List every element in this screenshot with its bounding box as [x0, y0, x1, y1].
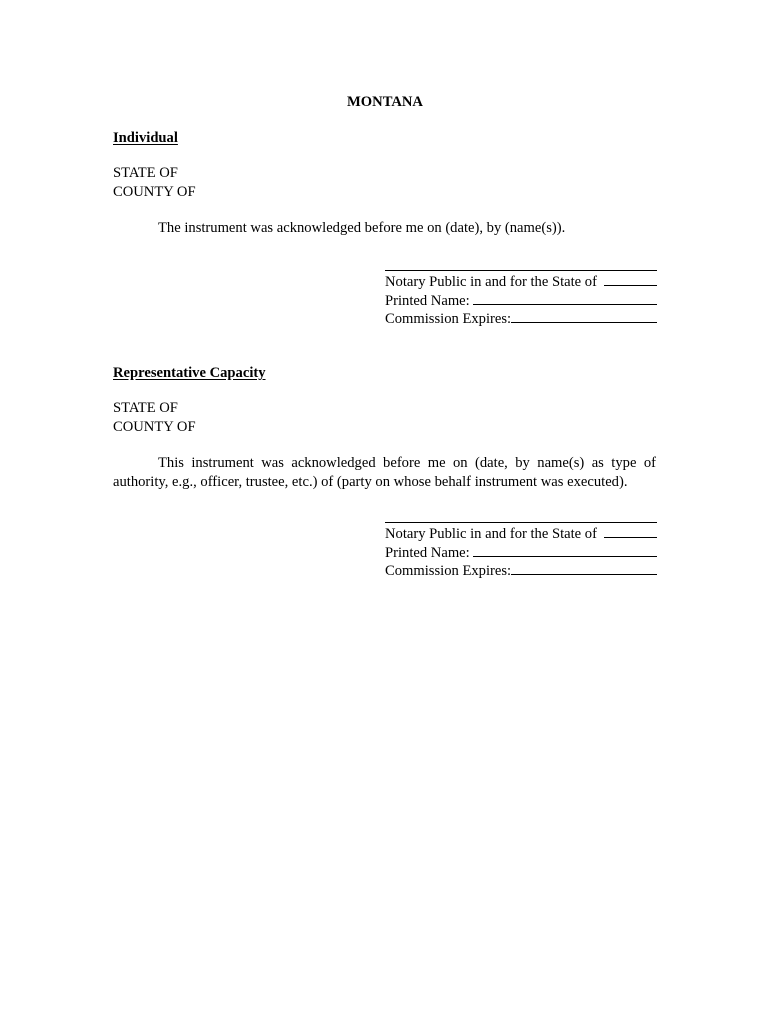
- notary-signature-line[interactable]: [385, 270, 657, 271]
- individual-county-label: COUNTY OF: [113, 184, 196, 200]
- printed-name-field[interactable]: [473, 291, 657, 305]
- individual-state-label: STATE OF: [113, 165, 178, 181]
- commission-expires-field[interactable]: [511, 561, 657, 575]
- representative-state-label: STATE OF: [113, 400, 178, 416]
- individual-acknowledgment: The instrument was acknowledged before me on (date), by (name(s)).: [158, 220, 566, 236]
- representative-heading: Representative Capacity: [113, 365, 266, 381]
- printed-name-label: Printed Name:: [385, 544, 470, 561]
- commission-expires-row: [385, 309, 657, 328]
- notary-state-row: [385, 524, 657, 543]
- individual-signature-block: [385, 270, 657, 328]
- printed-name-row: [385, 291, 657, 310]
- notary-state-field[interactable]: [604, 524, 657, 538]
- notary-state-label: Notary Public in and for the State of: [385, 274, 597, 290]
- notary-state-label: Notary Public in and for the State of: [385, 526, 597, 542]
- document-title: MONTANA: [347, 94, 423, 110]
- commission-expires-label: Commission Expires:: [385, 563, 512, 579]
- notary-state-row: [385, 272, 657, 291]
- notary-state-field[interactable]: [604, 272, 657, 286]
- printed-name-label: Printed Name:: [385, 292, 470, 309]
- representative-signature-block: [385, 522, 657, 580]
- notary-signature-line[interactable]: [385, 522, 657, 523]
- printed-name-field[interactable]: [473, 543, 657, 557]
- representative-county-label: COUNTY OF: [113, 419, 196, 435]
- commission-expires-row: [385, 561, 657, 580]
- commission-expires-label: Commission Expires:: [385, 311, 512, 327]
- representative-acknowledgment-paragraph: [113, 454, 656, 491]
- printed-name-row: [385, 543, 657, 562]
- commission-expires-field[interactable]: [511, 309, 657, 323]
- individual-heading: Individual: [113, 130, 178, 146]
- representative-acknowledgment: This instrument was acknowledged before me on (date, by name(s) as type of authority, e.g., officer, trustee, etc.) of (party on whose behalf instrument was executed).: [113, 455, 656, 490]
